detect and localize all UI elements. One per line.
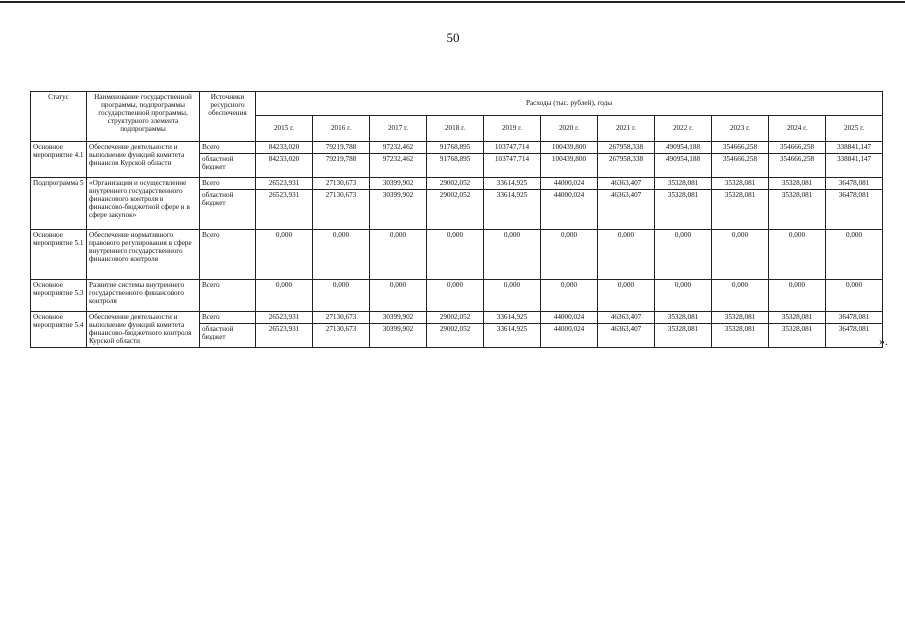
value-cell: 29002,052 — [427, 178, 484, 190]
value-cell: 490954,188 — [655, 142, 712, 154]
row-source: областной бюджет — [200, 154, 256, 178]
year-header-2022: 2022 г. — [655, 116, 712, 142]
page-number: 50 — [446, 30, 460, 45]
year-header-2020: 2020 г. — [541, 116, 598, 142]
value-cell: 338841,147 — [826, 154, 883, 178]
row-status: Основное мероприятие 4.1 — [31, 142, 87, 178]
value-cell: 36478,081 — [826, 190, 883, 230]
value-cell: 100439,800 — [541, 154, 598, 178]
row-source: Всего — [200, 230, 256, 280]
row-status: Основное мероприятие 5.4 — [31, 312, 87, 348]
value-cell: 35328,081 — [769, 190, 826, 230]
value-cell: 27130,673 — [313, 178, 370, 190]
value-cell: 46363,407 — [598, 190, 655, 230]
value-cell: 0,000 — [769, 230, 826, 280]
table-row — [31, 178, 883, 190]
value-cell: 35328,081 — [655, 190, 712, 230]
value-cell: 46363,407 — [598, 178, 655, 190]
value-cell: 267958,338 — [598, 142, 655, 154]
value-cell: 44000,024 — [541, 312, 598, 324]
year-header-2019: 2019 г. — [484, 116, 541, 142]
value-cell: 91768,895 — [427, 154, 484, 178]
value-cell: 0,000 — [484, 230, 541, 280]
value-cell: 26523,931 — [256, 178, 313, 190]
value-cell: 30399,902 — [370, 178, 427, 190]
value-cell: 26523,931 — [256, 190, 313, 230]
value-cell: 29002,052 — [427, 312, 484, 324]
value-cell: 30399,902 — [370, 312, 427, 324]
value-cell: 0,000 — [655, 230, 712, 280]
value-cell: 30399,902 — [370, 324, 427, 348]
row-name: Обеспечение деятельности и выполнение функций комитета финансов Курской области — [87, 142, 200, 178]
table-row — [31, 280, 883, 312]
value-cell: 0,000 — [655, 280, 712, 312]
value-cell: 490954,188 — [655, 154, 712, 178]
row-status: Основное мероприятие 5.1 — [31, 230, 87, 280]
row-source: Всего — [200, 178, 256, 190]
row-name: Обеспечение нормативного правового регулирования в сфере внутреннего государственного финансового контроля — [87, 230, 200, 280]
year-header-2021: 2021 г. — [598, 116, 655, 142]
value-cell: 338841,147 — [826, 142, 883, 154]
value-cell: 36478,081 — [826, 178, 883, 190]
value-cell: 267958,338 — [598, 154, 655, 178]
value-cell: 0,000 — [484, 280, 541, 312]
value-cell: 0,000 — [313, 230, 370, 280]
value-cell: 0,000 — [712, 280, 769, 312]
value-cell: 26523,931 — [256, 324, 313, 348]
value-cell: 103747,714 — [484, 154, 541, 178]
value-cell: 97232,462 — [370, 154, 427, 178]
value-cell: 44000,024 — [541, 324, 598, 348]
value-cell: 44000,024 — [541, 178, 598, 190]
value-cell: 35328,081 — [655, 178, 712, 190]
value-cell: 0,000 — [598, 280, 655, 312]
value-cell: 354666,258 — [712, 154, 769, 178]
value-cell: 0,000 — [370, 280, 427, 312]
budget-table — [30, 91, 883, 348]
header-name: Наименование государственной программы, подпрограммы государственной программы, структурного элемента подпрограммы — [87, 92, 200, 142]
value-cell: 84233,020 — [256, 154, 313, 178]
value-cell: 354666,258 — [712, 142, 769, 154]
value-cell: 35328,081 — [655, 324, 712, 348]
value-cell: 0,000 — [370, 230, 427, 280]
value-cell: 0,000 — [541, 280, 598, 312]
value-cell: 44000,024 — [541, 190, 598, 230]
value-cell: 35328,081 — [712, 324, 769, 348]
value-cell: 0,000 — [256, 280, 313, 312]
value-cell: 354666,258 — [769, 142, 826, 154]
row-source: Всего — [200, 312, 256, 324]
value-cell: 36478,081 — [826, 324, 883, 348]
value-cell: 35328,081 — [655, 312, 712, 324]
value-cell: 35328,081 — [769, 324, 826, 348]
value-cell: 91768,895 — [427, 142, 484, 154]
table-row — [31, 312, 883, 324]
year-header-2025: 2025 г. — [826, 116, 883, 142]
row-name: Обеспечение деятельности и выполнение функций комитета финансово-бюджетного контроля Курской области — [87, 312, 200, 348]
value-cell: 35328,081 — [712, 190, 769, 230]
value-cell: 0,000 — [826, 230, 883, 280]
value-cell: 46363,407 — [598, 312, 655, 324]
value-cell: 0,000 — [427, 280, 484, 312]
table-row — [31, 230, 883, 280]
value-cell: 0,000 — [826, 280, 883, 312]
year-header-2016: 2016 г. — [313, 116, 370, 142]
value-cell: 27130,673 — [313, 190, 370, 230]
value-cell: 26523,931 — [256, 312, 313, 324]
row-source: областной бюджет — [200, 190, 256, 230]
value-cell: 29002,052 — [427, 324, 484, 348]
row-source: Всего — [200, 280, 256, 312]
value-cell: 35328,081 — [712, 312, 769, 324]
value-cell: 33614,925 — [484, 324, 541, 348]
row-status: Основное мероприятие 5.3 — [31, 280, 87, 312]
value-cell: 0,000 — [313, 280, 370, 312]
value-cell: 27130,673 — [313, 312, 370, 324]
value-cell: 33614,925 — [484, 190, 541, 230]
closing-quote-mark: ». — [879, 334, 888, 348]
value-cell: 30399,902 — [370, 190, 427, 230]
page-top-edge — [0, 1, 905, 3]
value-cell: 29002,052 — [427, 190, 484, 230]
row-source: Всего — [200, 142, 256, 154]
value-cell: 0,000 — [712, 230, 769, 280]
year-header-2018: 2018 г. — [427, 116, 484, 142]
value-cell: 0,000 — [769, 280, 826, 312]
year-header-2017: 2017 г. — [370, 116, 427, 142]
value-cell: 33614,925 — [484, 312, 541, 324]
year-header-2015: 2015 г. — [256, 116, 313, 142]
value-cell: 354666,258 — [769, 154, 826, 178]
value-cell: 79219,788 — [313, 142, 370, 154]
value-cell: 100439,800 — [541, 142, 598, 154]
year-header-2023: 2023 г. — [712, 116, 769, 142]
value-cell: 97232,462 — [370, 142, 427, 154]
row-name: Развитие системы внутреннего государственного финансового контроля — [87, 280, 200, 312]
value-cell: 35328,081 — [769, 312, 826, 324]
header-sources: Источники ресурсного обеспечения — [200, 92, 256, 142]
value-cell: 36478,081 — [826, 312, 883, 324]
value-cell: 46363,407 — [598, 324, 655, 348]
value-cell: 35328,081 — [769, 178, 826, 190]
value-cell: 0,000 — [541, 230, 598, 280]
value-cell: 84233,020 — [256, 142, 313, 154]
value-cell: 35328,081 — [712, 178, 769, 190]
header-status: Статус — [31, 92, 87, 142]
value-cell: 103747,714 — [484, 142, 541, 154]
row-status: Подпрограмма 5 — [31, 178, 87, 230]
year-header-2024: 2024 г. — [769, 116, 826, 142]
value-cell: 0,000 — [256, 230, 313, 280]
row-name: «Организация и осуществление внутреннего государственного финансового контроля в финансово-бюджетной сфере и в сфере закупок» — [87, 178, 200, 230]
value-cell: 0,000 — [598, 230, 655, 280]
value-cell: 79219,788 — [313, 154, 370, 178]
table-row — [31, 142, 883, 154]
value-cell: 33614,925 — [484, 178, 541, 190]
value-cell: 0,000 — [427, 230, 484, 280]
header-expenses: Расходы (тыс. рублей), годы — [256, 92, 883, 116]
value-cell: 27130,673 — [313, 324, 370, 348]
row-source: областной бюджет — [200, 324, 256, 348]
